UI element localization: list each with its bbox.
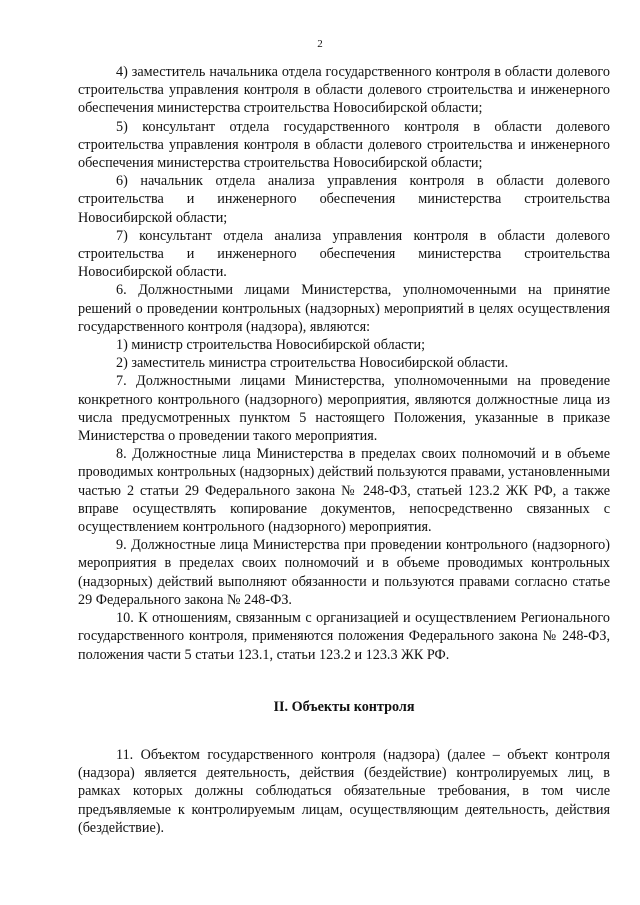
document-body: [78, 63, 610, 837]
paragraph-clause-7: 7. Должностными лицами Министерства, уполномоченными на проведение конкретного контрольного (надзорного) мероприятия, являются должностные лица из числа предусмотренных пунктом 5 настоящего Положения, указанные в приказе Министерства о проведении такого мероприятия.: [78, 373, 610, 445]
paragraph-clause-9: 9. Должностные лица Министерства при проведении контрольного (надзорного) мероприятия в пределах своих полномочий и в объеме проводимых контрольных (надзорных) действий выполняют обязанности и пользуются правами согласно статье 29 Федерального закона № 248-ФЗ.: [78, 537, 610, 608]
page-number: 2: [317, 38, 323, 50]
paragraph-clause-8: 8. Должностные лица Министерства в пределах своих полномочий и в объеме проводимых контрольных (надзорных) действий пользуются правами, установленными частью 2 статьи 29 Федерального закона № 248-ФЗ, статьей 123.2 ЖК РФ, а также вправе осуществлять копирование документов, непосредственно связанных с осуществлением контрольного (надзорного) мероприятия.: [78, 446, 610, 536]
paragraph-item-7: 7) консультант отдела анализа управления контроля в области долевого строительства и инженерного обеспечения министерства строительства Новосибирской области.: [78, 227, 610, 281]
paragraph-clause-6: 6. Должностными лицами Министерства, уполномоченными на принятие решений о проведении контрольных (надзорных) мероприятий в целях осуществления государственного контроля (надзора), являются:: [78, 282, 610, 335]
paragraph-subitem-1: 1) министр строительства Новосибирской области;: [116, 337, 426, 354]
paragraph-item-5: 5) консультант отдела государственного контроля в области долевого строительства управления контроля в области долевого строительства и инженерного обеспечения министерства строительства Новосибирской области;: [78, 118, 610, 172]
paragraph-clause-10: 10. К отношениям, связанным с организацией и осуществлением Регионального государственного контроля, применяются положения Федерального закона № 248-ФЗ, положения части 5 статьи 123.1, статьи 123.2 и 123.3 ЖК РФ.: [78, 610, 610, 663]
paragraph-subitem-2: 2) заместитель министра строительства Новосибирской области.: [116, 355, 509, 372]
section-heading: II. Объекты контроля: [273, 698, 415, 715]
paragraph-item-6: 6) начальник отдела анализа управления контроля в области долевого строительства и инженерного обеспечения министерства строительства Новосибирской области;: [78, 173, 610, 226]
paragraph-item-4: 4) заместитель начальника отдела государственного контроля в области долевого строительства управления контроля в области долевого строительства и инженерного обеспечения министерства строительства Новосибирской области;: [78, 64, 610, 117]
paragraph-clause-11: 11. Объектом государственного контроля (надзора) (далее – объект контроля (надзора) является деятельность, действия (бездействие) контролируемых лиц, в рамках которых должны соблюдаться обязательные требования, в том числе предъявляемые к контролируемым лицам, осуществляющим деятельность, действия (бездействие).: [78, 746, 610, 836]
